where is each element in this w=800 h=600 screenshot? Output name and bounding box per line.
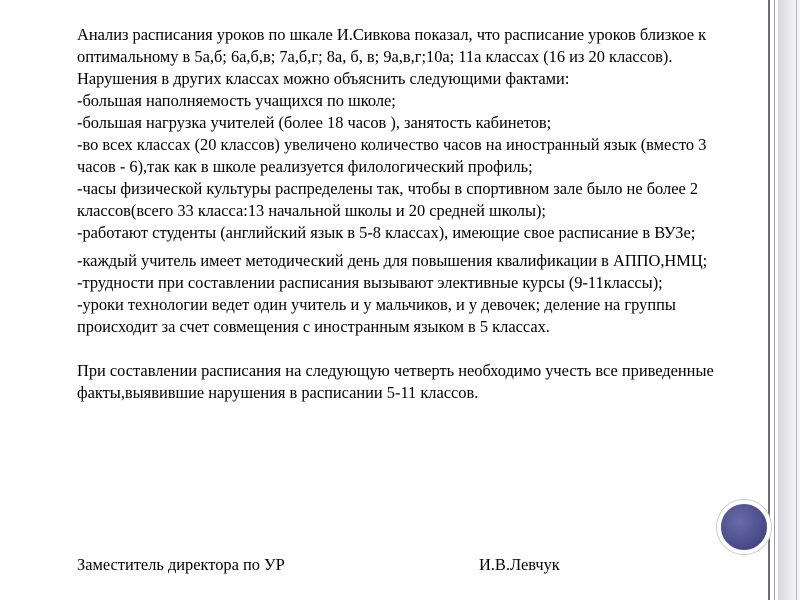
list-item: -уроки технологии ведет один учитель и у мальчиков, и у девочек; деление на группы происходит за счет совмещения с иностранным языком в 5 классах. xyxy=(77,295,676,336)
list-item: -большая нагрузка учителей (более 18 часов ), занятость кабинетов; xyxy=(77,113,552,132)
list-item: -большая наполняемость учащихся по школе; xyxy=(77,91,396,110)
paragraph-analysis: Анализ расписания уроков по шкале И.Сивкова показал, что расписание уроков близкое к оптимальному в 5а,б; 6а,б,в; 7а,б,г; 8а, б, в; 9а,в,г;10а; 11а классах (16 из 20 классов). xyxy=(77,25,707,66)
list-item: -каждый учитель имеет методический день для повышения квалификации в АППО,НМЦ; xyxy=(77,251,708,270)
frame-band-edge xyxy=(796,0,797,600)
paragraph-violations-intro: Нарушения в других классах можно объяснить следующими фактами: xyxy=(77,69,570,88)
paragraph-conclusion: При составлении расписания на следующую четверть необходимо учесть все приведенные факты,выявившие нарушения в расписании 5-11 классов. xyxy=(77,361,714,402)
signature-role: Заместитель директора по УР xyxy=(77,555,285,574)
frame-line-thin xyxy=(774,0,775,600)
frame-line-thick xyxy=(768,0,770,600)
signature-name: И.В.Левчук xyxy=(479,555,560,574)
list-item: -трудности при составлении расписания вызывают элективные курсы (9-11классы); xyxy=(77,273,663,292)
list-item: -часы физической культуры распределены так, чтобы в спортивном зале было не более 2 классов(всего 33 класса:13 начальной школы и 20 средней школы); xyxy=(77,179,699,220)
decorative-circle xyxy=(717,500,771,554)
list-item: -работают студенты (английский язык в 5-8 классах), имеющие свое расписание в ВУЗе; xyxy=(77,223,696,242)
list-item: -во всех классах (20 классов) увеличено количество часов на иностранный язык (вместо 3 часов - 6),так как в школе реализуется филологический профиль; xyxy=(77,135,707,176)
report-body xyxy=(77,24,727,404)
